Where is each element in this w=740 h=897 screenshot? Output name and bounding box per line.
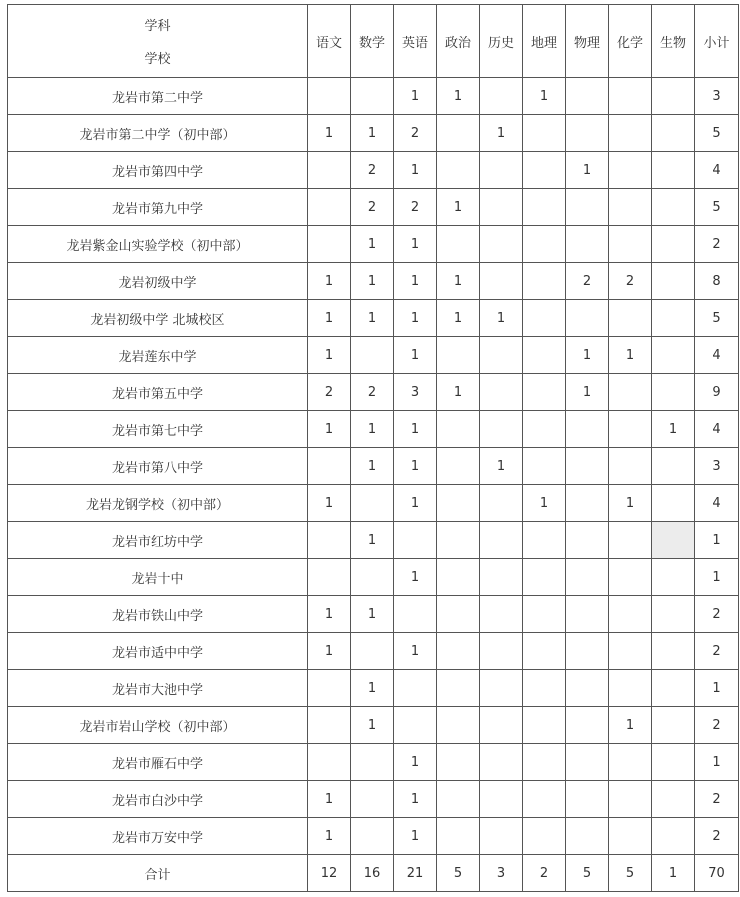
value-cell (480, 152, 523, 189)
school-name-cell: 龙岩十中 (8, 559, 308, 596)
value-cell (566, 818, 609, 855)
row-total-cell: 2 (695, 707, 739, 744)
row-total-cell: 2 (695, 596, 739, 633)
value-cell (523, 707, 566, 744)
value-cell: 1 (394, 633, 437, 670)
value-cell (480, 485, 523, 522)
value-cell: 1 (394, 485, 437, 522)
value-cell: 2 (394, 115, 437, 152)
value-cell (437, 818, 480, 855)
row-total-cell: 4 (695, 152, 739, 189)
school-name-cell: 龙岩市第八中学 (8, 448, 308, 485)
value-cell (437, 670, 480, 707)
teacher-distribution-table (7, 4, 739, 892)
value-cell: 1 (308, 633, 351, 670)
school-name-cell: 龙岩市第九中学 (8, 189, 308, 226)
value-cell (523, 596, 566, 633)
value-cell (480, 226, 523, 263)
value-cell (566, 596, 609, 633)
school-name-cell: 龙岩市雁石中学 (8, 744, 308, 781)
value-cell (566, 707, 609, 744)
value-cell (652, 78, 695, 115)
table-row (8, 115, 739, 152)
footer-row (8, 855, 739, 892)
value-cell (609, 559, 652, 596)
value-cell: 1 (566, 152, 609, 189)
school-name-cell: 龙岩市岩山学校（初中部） (8, 707, 308, 744)
value-cell (437, 559, 480, 596)
value-cell: 2 (351, 152, 394, 189)
value-cell: 2 (308, 374, 351, 411)
value-cell (394, 522, 437, 559)
value-cell (308, 189, 351, 226)
value-cell (523, 744, 566, 781)
value-cell (609, 522, 652, 559)
value-cell (652, 818, 695, 855)
value-cell: 1 (609, 337, 652, 374)
table-row (8, 744, 739, 781)
value-cell (523, 115, 566, 152)
value-cell (523, 152, 566, 189)
value-cell: 1 (437, 78, 480, 115)
value-cell (351, 485, 394, 522)
value-cell (437, 707, 480, 744)
value-cell: 1 (437, 300, 480, 337)
value-cell: 1 (437, 189, 480, 226)
value-cell (652, 485, 695, 522)
value-cell (652, 226, 695, 263)
value-cell (566, 670, 609, 707)
value-cell (437, 522, 480, 559)
school-name-cell: 龙岩龙钢学校（初中部） (8, 485, 308, 522)
value-cell: 1 (394, 152, 437, 189)
school-name-cell: 龙岩市适中中学 (8, 633, 308, 670)
value-cell (523, 559, 566, 596)
value-cell (652, 337, 695, 374)
value-cell: 2 (351, 189, 394, 226)
row-total-cell: 5 (695, 300, 739, 337)
value-cell (652, 189, 695, 226)
value-cell: 1 (308, 115, 351, 152)
value-cell (308, 78, 351, 115)
value-cell (523, 781, 566, 818)
subject-header-cell: 历史 (480, 5, 523, 78)
value-cell: 1 (394, 263, 437, 300)
value-cell: 1 (394, 818, 437, 855)
row-total-cell: 1 (695, 522, 739, 559)
value-cell: 2 (351, 374, 394, 411)
value-cell (437, 226, 480, 263)
value-cell: 1 (308, 818, 351, 855)
table-row (8, 263, 739, 300)
value-cell (566, 744, 609, 781)
table-row (8, 152, 739, 189)
value-cell: 1 (566, 337, 609, 374)
value-cell: 1 (523, 78, 566, 115)
value-cell (652, 670, 695, 707)
value-cell (308, 670, 351, 707)
subject-header-cell: 物理 (566, 5, 609, 78)
value-cell (523, 448, 566, 485)
value-cell (652, 559, 695, 596)
row-total-cell: 9 (695, 374, 739, 411)
value-cell (480, 374, 523, 411)
value-cell: 1 (394, 781, 437, 818)
value-cell (609, 189, 652, 226)
row-total-cell: 3 (695, 78, 739, 115)
value-cell (652, 263, 695, 300)
value-cell (437, 411, 480, 448)
value-cell: 3 (480, 855, 523, 892)
value-cell: 1 (308, 263, 351, 300)
value-cell: 1 (394, 744, 437, 781)
value-cell: 21 (394, 855, 437, 892)
school-name-cell: 龙岩紫金山实验学校（初中部） (8, 226, 308, 263)
value-cell (523, 411, 566, 448)
value-cell: 5 (566, 855, 609, 892)
value-cell (523, 818, 566, 855)
value-cell (480, 818, 523, 855)
value-cell (566, 485, 609, 522)
table-row (8, 411, 739, 448)
value-cell: 1 (351, 226, 394, 263)
value-cell: 1 (351, 522, 394, 559)
value-cell (566, 781, 609, 818)
value-cell (394, 670, 437, 707)
value-cell (523, 337, 566, 374)
row-total-cell: 2 (695, 818, 739, 855)
value-cell (523, 374, 566, 411)
school-name-cell: 龙岩市第四中学 (8, 152, 308, 189)
value-cell (652, 522, 695, 559)
value-cell: 1 (480, 448, 523, 485)
value-cell (652, 374, 695, 411)
table-row (8, 818, 739, 855)
value-cell (652, 633, 695, 670)
table-row (8, 485, 739, 522)
value-cell (351, 337, 394, 374)
value-cell (437, 633, 480, 670)
value-cell (566, 411, 609, 448)
subject-header-cell: 生物 (652, 5, 695, 78)
value-cell: 2 (566, 263, 609, 300)
school-name-cell: 龙岩市白沙中学 (8, 781, 308, 818)
value-cell (480, 707, 523, 744)
value-cell (480, 78, 523, 115)
value-cell (652, 300, 695, 337)
value-cell (523, 226, 566, 263)
value-cell (480, 263, 523, 300)
value-cell (437, 781, 480, 818)
value-cell: 1 (652, 411, 695, 448)
value-cell: 1 (394, 559, 437, 596)
school-name-cell: 龙岩市铁山中学 (8, 596, 308, 633)
value-cell (652, 707, 695, 744)
value-cell (437, 596, 480, 633)
value-cell (523, 670, 566, 707)
value-cell (566, 522, 609, 559)
value-cell: 1 (566, 374, 609, 411)
value-cell (480, 781, 523, 818)
value-cell (523, 263, 566, 300)
value-cell (566, 115, 609, 152)
value-cell (308, 559, 351, 596)
subject-header-cell: 语文 (308, 5, 351, 78)
row-total-cell: 8 (695, 263, 739, 300)
value-cell: 1 (308, 411, 351, 448)
value-cell (609, 115, 652, 152)
value-cell (437, 744, 480, 781)
subject-header-cell: 地理 (523, 5, 566, 78)
school-name-cell: 龙岩市万安中学 (8, 818, 308, 855)
value-cell (480, 189, 523, 226)
row-total-cell: 70 (695, 855, 739, 892)
value-cell: 1 (351, 263, 394, 300)
value-cell (351, 559, 394, 596)
value-cell (609, 670, 652, 707)
value-cell (480, 337, 523, 374)
table-row (8, 300, 739, 337)
row-total-cell: 5 (695, 189, 739, 226)
value-cell (437, 448, 480, 485)
value-cell (566, 559, 609, 596)
value-cell (308, 152, 351, 189)
value-cell: 1 (351, 596, 394, 633)
school-name-cell: 龙岩市第二中学（初中部） (8, 115, 308, 152)
value-cell (566, 633, 609, 670)
value-cell (652, 596, 695, 633)
value-cell (609, 781, 652, 818)
value-cell (609, 596, 652, 633)
table-row (8, 78, 739, 115)
value-cell: 5 (609, 855, 652, 892)
value-cell: 1 (351, 448, 394, 485)
value-cell (351, 744, 394, 781)
value-cell (652, 781, 695, 818)
value-cell: 1 (308, 781, 351, 818)
subject-header-cell: 政治 (437, 5, 480, 78)
table-body (8, 5, 739, 892)
value-cell: 1 (308, 300, 351, 337)
value-cell (480, 411, 523, 448)
school-name-cell: 龙岩初级中学 北城校区 (8, 300, 308, 337)
school-name-cell: 龙岩市第二中学 (8, 78, 308, 115)
table-wrapper (7, 4, 739, 892)
value-cell (566, 189, 609, 226)
value-cell (480, 522, 523, 559)
value-cell (480, 559, 523, 596)
value-cell: 1 (351, 411, 394, 448)
value-cell: 1 (652, 855, 695, 892)
value-cell (437, 337, 480, 374)
value-cell: 1 (308, 485, 351, 522)
value-cell: 1 (480, 300, 523, 337)
school-name-cell: 龙岩市大池中学 (8, 670, 308, 707)
value-cell (480, 596, 523, 633)
row-total-cell: 1 (695, 559, 739, 596)
value-cell (566, 78, 609, 115)
table-row (8, 559, 739, 596)
school-name-cell: 龙岩市第五中学 (8, 374, 308, 411)
value-cell: 1 (351, 670, 394, 707)
value-cell (609, 818, 652, 855)
value-cell (609, 152, 652, 189)
subject-header-cell: 化学 (609, 5, 652, 78)
corner-header-cell (8, 5, 308, 78)
value-cell: 1 (437, 374, 480, 411)
value-cell (351, 818, 394, 855)
header-row (8, 5, 739, 78)
value-cell: 12 (308, 855, 351, 892)
table-row (8, 448, 739, 485)
value-cell (609, 300, 652, 337)
value-cell (609, 633, 652, 670)
value-cell: 1 (394, 226, 437, 263)
value-cell (523, 522, 566, 559)
value-cell (609, 744, 652, 781)
value-cell (523, 633, 566, 670)
value-cell: 5 (437, 855, 480, 892)
value-cell: 1 (394, 78, 437, 115)
value-cell (609, 374, 652, 411)
corner-subject-label: 学科 (144, 19, 171, 34)
table-row (8, 633, 739, 670)
value-cell: 1 (308, 596, 351, 633)
value-cell: 1 (351, 115, 394, 152)
value-cell (609, 448, 652, 485)
value-cell: 1 (394, 337, 437, 374)
value-cell (609, 78, 652, 115)
total-header-cell: 小计 (695, 5, 739, 78)
table-row (8, 670, 739, 707)
value-cell (308, 448, 351, 485)
school-name-cell: 龙岩莲东中学 (8, 337, 308, 374)
value-cell (523, 189, 566, 226)
value-cell: 1 (480, 115, 523, 152)
value-cell: 1 (523, 485, 566, 522)
value-cell: 3 (394, 374, 437, 411)
row-total-cell: 2 (695, 633, 739, 670)
value-cell: 2 (394, 189, 437, 226)
value-cell (652, 448, 695, 485)
value-cell (308, 226, 351, 263)
value-cell (609, 411, 652, 448)
table-row (8, 596, 739, 633)
subject-header-cell: 数学 (351, 5, 394, 78)
table-row (8, 781, 739, 818)
value-cell (523, 300, 566, 337)
table-row (8, 374, 739, 411)
value-cell: 1 (437, 263, 480, 300)
value-cell (308, 744, 351, 781)
value-cell (351, 781, 394, 818)
row-total-cell: 3 (695, 448, 739, 485)
table-row (8, 226, 739, 263)
value-cell (437, 152, 480, 189)
subject-header-cell: 英语 (394, 5, 437, 78)
value-cell (566, 300, 609, 337)
value-cell: 2 (523, 855, 566, 892)
value-cell (652, 152, 695, 189)
value-cell: 1 (351, 300, 394, 337)
value-cell: 1 (394, 448, 437, 485)
school-name-cell: 龙岩市第七中学 (8, 411, 308, 448)
row-total-cell: 2 (695, 226, 739, 263)
row-total-cell: 4 (695, 411, 739, 448)
value-cell (351, 633, 394, 670)
value-cell (351, 78, 394, 115)
row-total-cell: 1 (695, 670, 739, 707)
value-cell (480, 744, 523, 781)
value-cell (480, 670, 523, 707)
row-total-cell: 5 (695, 115, 739, 152)
school-name-cell: 龙岩市红坊中学 (8, 522, 308, 559)
value-cell (480, 633, 523, 670)
value-cell (566, 448, 609, 485)
row-total-cell: 2 (695, 781, 739, 818)
value-cell: 1 (394, 411, 437, 448)
footer-label-cell: 合计 (8, 855, 308, 892)
value-cell (609, 226, 652, 263)
row-total-cell: 4 (695, 337, 739, 374)
table-row (8, 522, 739, 559)
value-cell (437, 485, 480, 522)
value-cell: 1 (308, 337, 351, 374)
value-cell (652, 744, 695, 781)
school-name-cell: 龙岩初级中学 (8, 263, 308, 300)
value-cell (308, 522, 351, 559)
value-cell: 2 (609, 263, 652, 300)
value-cell: 1 (609, 485, 652, 522)
table-row (8, 337, 739, 374)
table-row (8, 189, 739, 226)
value-cell: 1 (351, 707, 394, 744)
value-cell (652, 115, 695, 152)
value-cell: 1 (394, 300, 437, 337)
table-row (8, 707, 739, 744)
value-cell (394, 596, 437, 633)
row-total-cell: 1 (695, 744, 739, 781)
value-cell (437, 115, 480, 152)
corner-school-label: 学校 (144, 52, 171, 67)
value-cell (566, 226, 609, 263)
value-cell: 16 (351, 855, 394, 892)
row-total-cell: 4 (695, 485, 739, 522)
value-cell (308, 707, 351, 744)
value-cell (394, 707, 437, 744)
value-cell: 1 (609, 707, 652, 744)
